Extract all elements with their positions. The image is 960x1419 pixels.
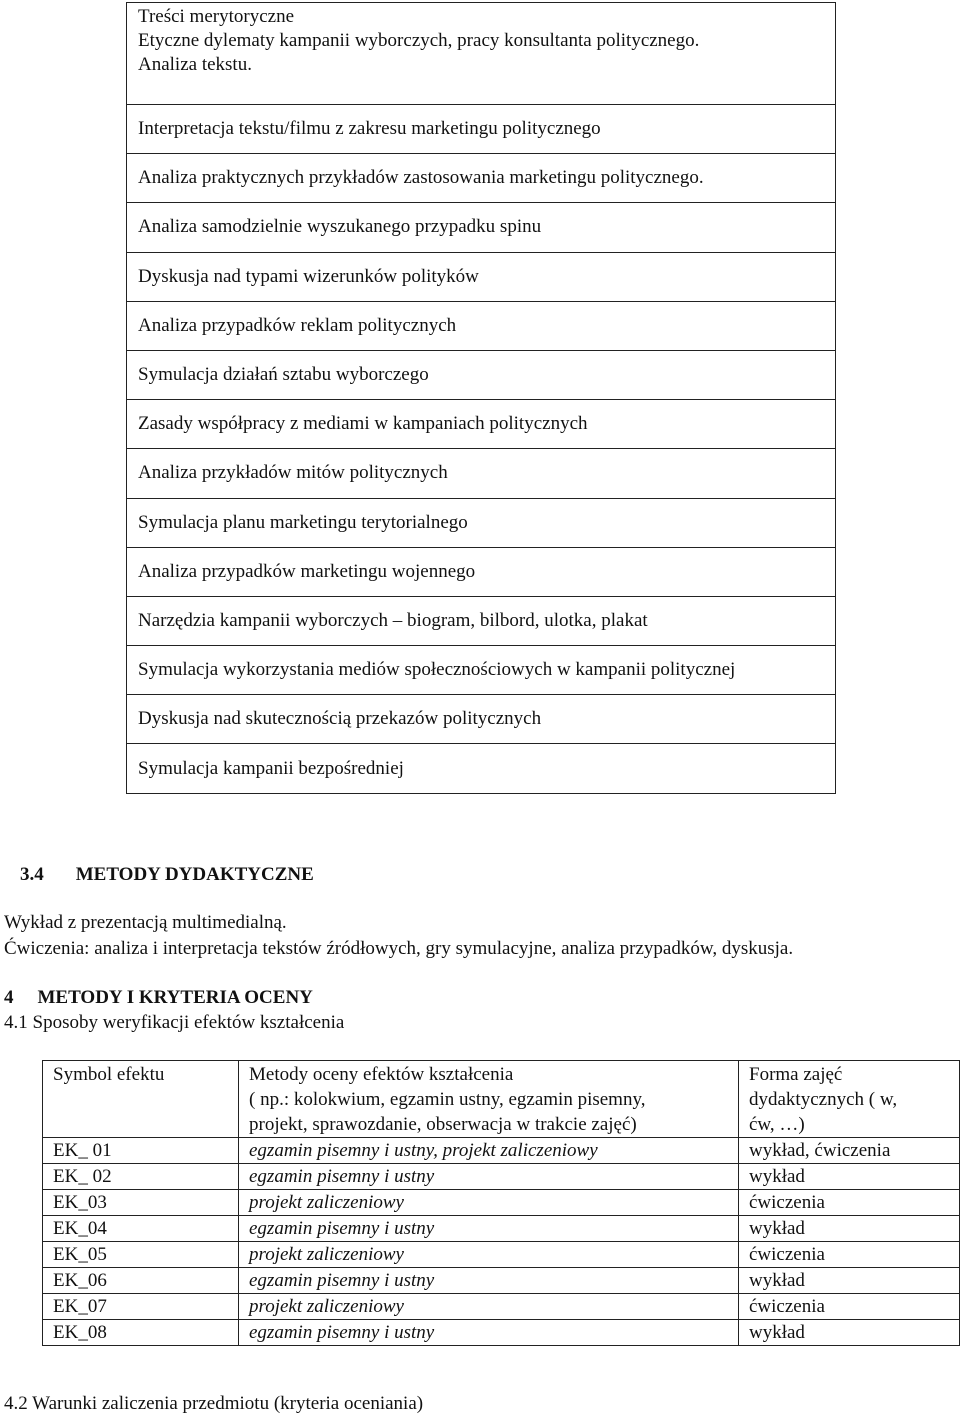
assessment-row [43,1320,960,1346]
assessment-row [43,1268,960,1294]
header-form-line: ćw, …) [749,1114,805,1135]
row-method: projekt zaliczeniowy [239,1294,739,1320]
assessment-header-row [43,1061,960,1138]
header-form [739,1061,960,1138]
content-row-text: Narzędzia kampanii wyborczych – biogram, bilbord, ulotka, plakat [127,596,836,645]
content-row-text: Dyskusja nad typami wizerunków polityków [127,252,836,301]
row-form: wykład, ćwiczenia [739,1138,960,1164]
assessment-row [43,1164,960,1190]
content-table-row [127,400,836,449]
row-symbol: EK_03 [43,1190,239,1216]
row-symbol: EK_05 [43,1242,239,1268]
content-row-text: Analiza przykładów mitów politycznych [127,449,836,498]
row-method: egzamin pisemny i ustny [239,1164,739,1190]
content-table-header-row [127,3,836,105]
content-table-row [127,154,836,203]
content-table-row [127,498,836,547]
section-3-4-heading [20,864,314,886]
section-title: METODY DYDAKTYCZNE [75,864,314,885]
row-symbol: EK_ 01 [43,1138,239,1164]
content-table [126,2,836,794]
row-symbol: EK_04 [43,1216,239,1242]
content-table-header-cell [127,3,836,105]
content-table-row [127,449,836,498]
row-method: projekt zaliczeniowy [239,1242,739,1268]
content-table-row [127,203,836,252]
content-table-row [127,547,836,596]
subsection-4-1-heading: 4.1 Sposoby weryfikacji efektów kształcenia [4,1012,345,1033]
header-methods [239,1061,739,1138]
row-method: egzamin pisemny i ustny [239,1268,739,1294]
content-table-row [127,350,836,399]
assessment-row [43,1242,960,1268]
row-form: wykład [739,1268,960,1294]
assessment-row [43,1216,960,1242]
content-row-text: Zasady współpracy z mediami w kampaniach politycznych [127,400,836,449]
row-method: egzamin pisemny i ustny, projekt zaliczeniowy [239,1138,739,1164]
header-methods-line: Metody oceny efektów kształcenia [249,1064,514,1085]
content-row-text: Analiza samodzielnie wyszukanego przypadku spinu [127,203,836,252]
header-form-line: dydaktycznych ( w, [749,1089,898,1110]
assessment-row [43,1190,960,1216]
subsection-4-2-heading: 4.2 Warunki zaliczenia przedmiotu (kryteria oceniania) [4,1393,424,1414]
row-form: wykład [739,1320,960,1346]
assessment-table [42,1060,960,1346]
section-number: 4 [4,987,14,1008]
content-table-row [127,646,836,695]
content-table-row [127,695,836,744]
row-symbol: EK_ 02 [43,1164,239,1190]
content-header-line: Analiza tekstu. [138,54,252,75]
assessment-row [43,1138,960,1164]
content-row-text: Analiza przypadków marketingu wojennego [127,547,836,596]
method-exercises-text: Ćwiczenia: analiza i interpretacja tekstów źródłowych, gry symulacyjne, analiza przypadków, dyskusja. [4,938,794,959]
content-row-text: Dyskusja nad skutecznością przekazów politycznych [127,695,836,744]
row-form: ćwiczenia [739,1242,960,1268]
content-row-text: Interpretacja tekstu/filmu z zakresu marketingu politycznego [127,105,836,154]
assessment-row [43,1294,960,1320]
content-row-text: Symulacja wykorzystania mediów społecznościowych w kampanii politycznej [127,646,836,695]
section-title: METODY I KRYTERIA OCENY [37,987,313,1008]
row-method: projekt zaliczeniowy [239,1190,739,1216]
content-row-text: Symulacja planu marketingu terytorialnego [127,498,836,547]
content-row-text: Symulacja działań sztabu wyborczego [127,350,836,399]
content-table-row [127,105,836,154]
content-row-text: Analiza przypadków reklam politycznych [127,301,836,350]
content-header-title: Treści merytoryczne [138,6,294,27]
section-4-heading [4,987,313,1009]
content-header-line: Etyczne dylematy kampanii wyborczych, pracy konsultanta politycznego. [138,30,700,51]
content-table-row [127,301,836,350]
row-symbol: EK_06 [43,1268,239,1294]
row-symbol: EK_07 [43,1294,239,1320]
header-methods-line: ( np.: kolokwium, egzamin ustny, egzamin pisemny, [249,1089,646,1110]
row-method: egzamin pisemny i ustny [239,1320,739,1346]
row-form: ćwiczenia [739,1294,960,1320]
header-form-line: Forma zajęć [749,1064,843,1085]
content-table-row [127,596,836,645]
row-form: wykład [739,1164,960,1190]
content-table-row [127,252,836,301]
content-row-text: Analiza praktycznych przykładów zastosowania marketingu politycznego. [127,154,836,203]
row-symbol: EK_08 [43,1320,239,1346]
header-methods-line: projekt, sprawozdanie, obserwacja w trakcie zajęć) [249,1114,637,1135]
row-form: wykład [739,1216,960,1242]
content-table-row [127,744,836,793]
row-form: ćwiczenia [739,1190,960,1216]
section-number: 3.4 [20,864,44,885]
method-lecture-text: Wykład z prezentacją multimedialną. [4,912,287,933]
header-symbol: Symbol efektu [43,1061,239,1138]
content-row-text: Symulacja kampanii bezpośredniej [127,744,836,793]
row-method: egzamin pisemny i ustny [239,1216,739,1242]
